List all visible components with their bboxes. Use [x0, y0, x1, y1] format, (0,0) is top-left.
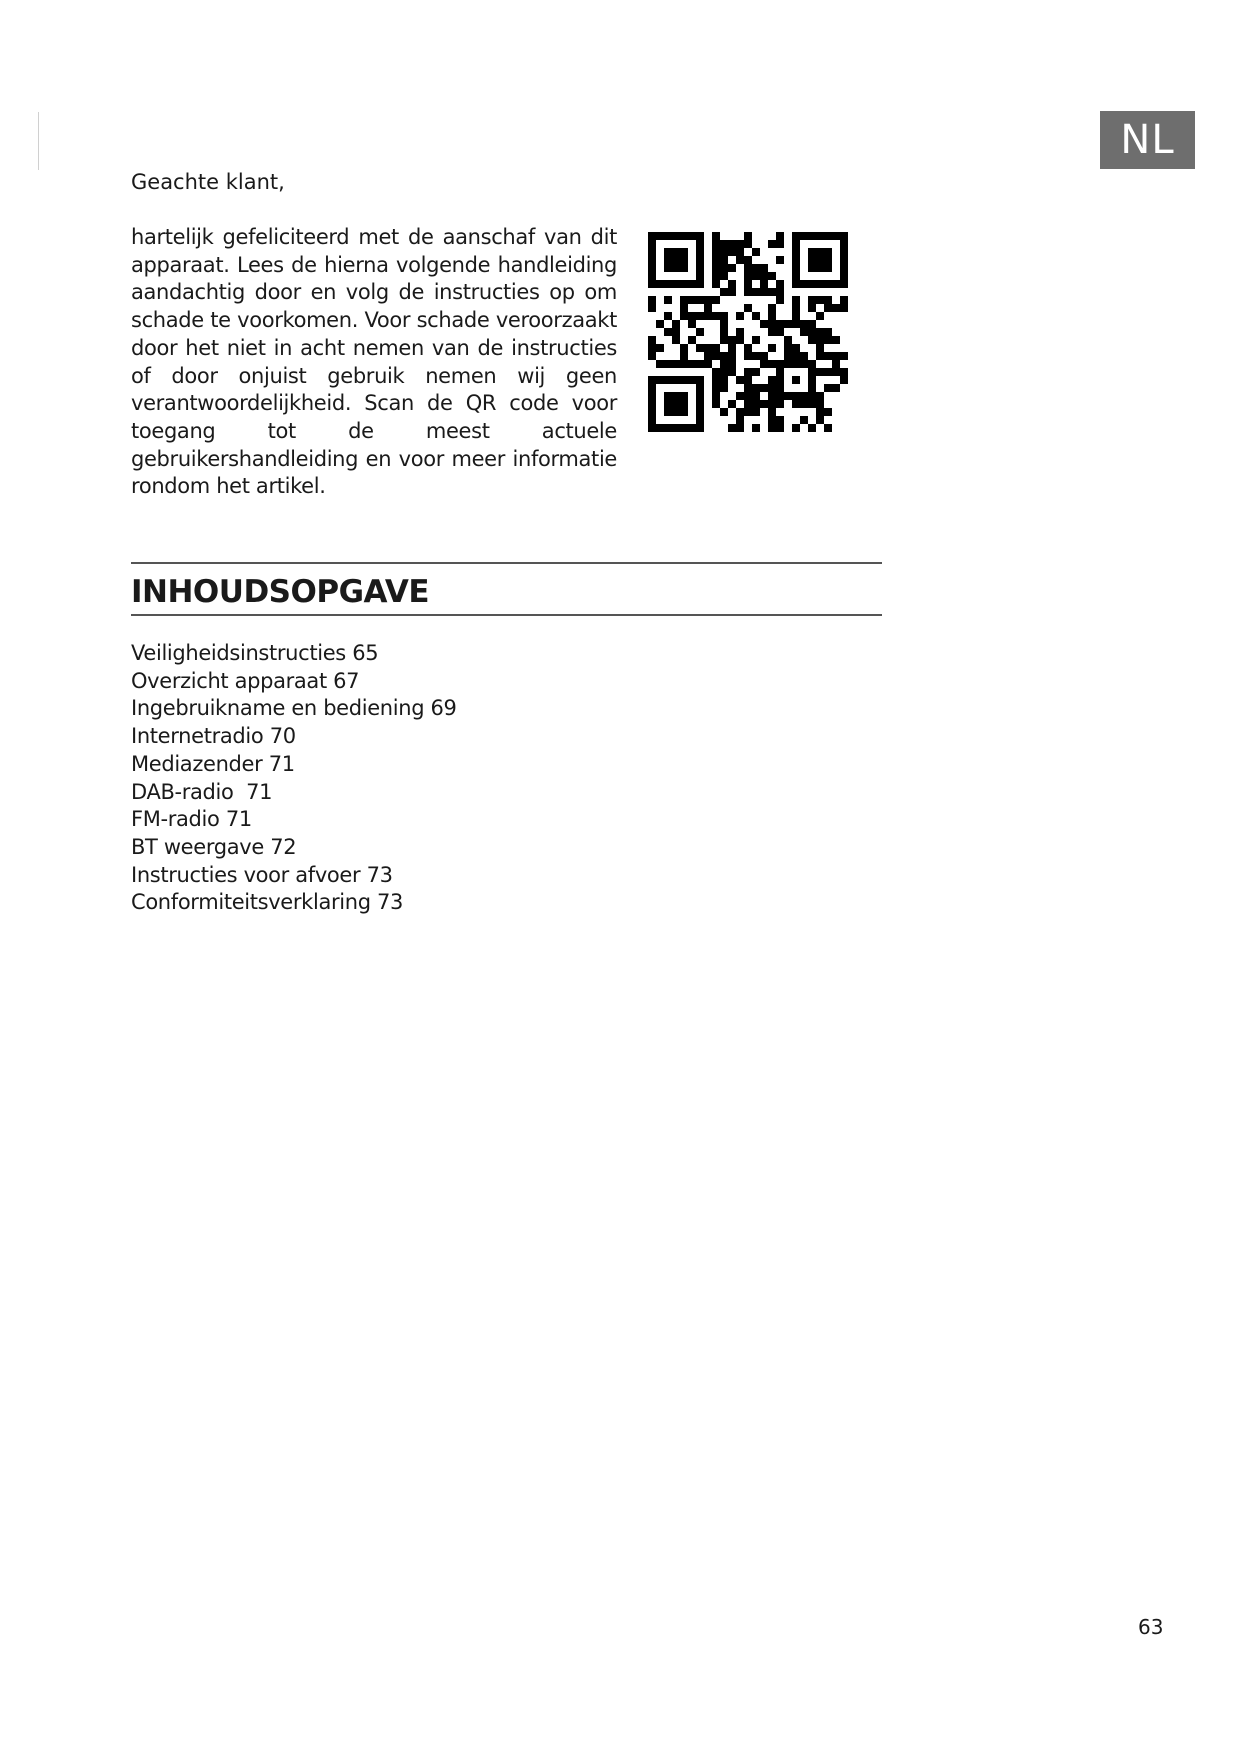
toc-item	[131, 640, 457, 668]
toc-item-page: 69	[430, 696, 457, 721]
toc-item-page: 73	[366, 862, 393, 887]
toc-item	[131, 668, 457, 696]
intro-paragraph: hartelijk gefeliciteerd met de aanschaf van dit apparaat. Lees de hierna volgende handleiding aandachtig door en volg de instructies op om schade te voorkomen. Voor schade veroorzaakt door het niet in acht nemen van de instructies of door onjuist gebruik nemen wij geen verantwoordelijkheid. Scan de QR code voor toegang tot de meest actuele gebruikershandleiding en voor meer informatie rondom het artikel.	[131, 225, 617, 499]
toc-item-label: Mediazender	[131, 751, 263, 776]
toc-item	[131, 723, 457, 751]
toc-item-page: 70	[269, 724, 296, 749]
language-badge: NL	[1100, 111, 1195, 169]
table-of-contents	[131, 640, 457, 917]
toc-item	[131, 806, 457, 834]
margin-line	[38, 112, 39, 170]
toc-rule-bottom	[131, 614, 882, 616]
toc-item-page: 65	[352, 641, 379, 665]
toc-item-page: 67	[333, 668, 360, 693]
toc-item-label: BT weergave	[131, 834, 264, 859]
toc-item-label: DAB-radio	[131, 779, 240, 804]
toc-item	[131, 751, 457, 779]
toc-item-label: Ingebruikname en bediening	[131, 696, 425, 721]
toc-item-label: Overzicht apparaat	[131, 668, 327, 693]
toc-heading: INHOUDSOPGAVE	[131, 574, 430, 610]
toc-item-label: Conformiteitsverklaring	[131, 890, 371, 915]
toc-item	[131, 695, 457, 723]
toc-item	[131, 834, 457, 862]
toc-item	[131, 889, 457, 917]
toc-item-label: Internetradio	[131, 724, 264, 749]
page-number: 63	[1138, 1615, 1164, 1639]
toc-item-label: FM-radio	[131, 807, 220, 832]
toc-item	[131, 779, 457, 807]
toc-item-page: 71	[246, 779, 273, 804]
toc-item-page: 73	[377, 890, 404, 915]
toc-item-page: 71	[268, 751, 295, 776]
toc-item-label: Instructies voor afvoer	[131, 862, 361, 887]
salutation: Geachte klant,	[131, 170, 285, 194]
toc-item-page: 71	[225, 807, 252, 832]
toc-item-label: Veiligheidsinstructies	[131, 641, 346, 665]
toc-item	[131, 862, 457, 890]
toc-item-page: 72	[270, 834, 297, 859]
qr-code-icon	[648, 232, 848, 432]
toc-rule-top	[131, 562, 882, 564]
